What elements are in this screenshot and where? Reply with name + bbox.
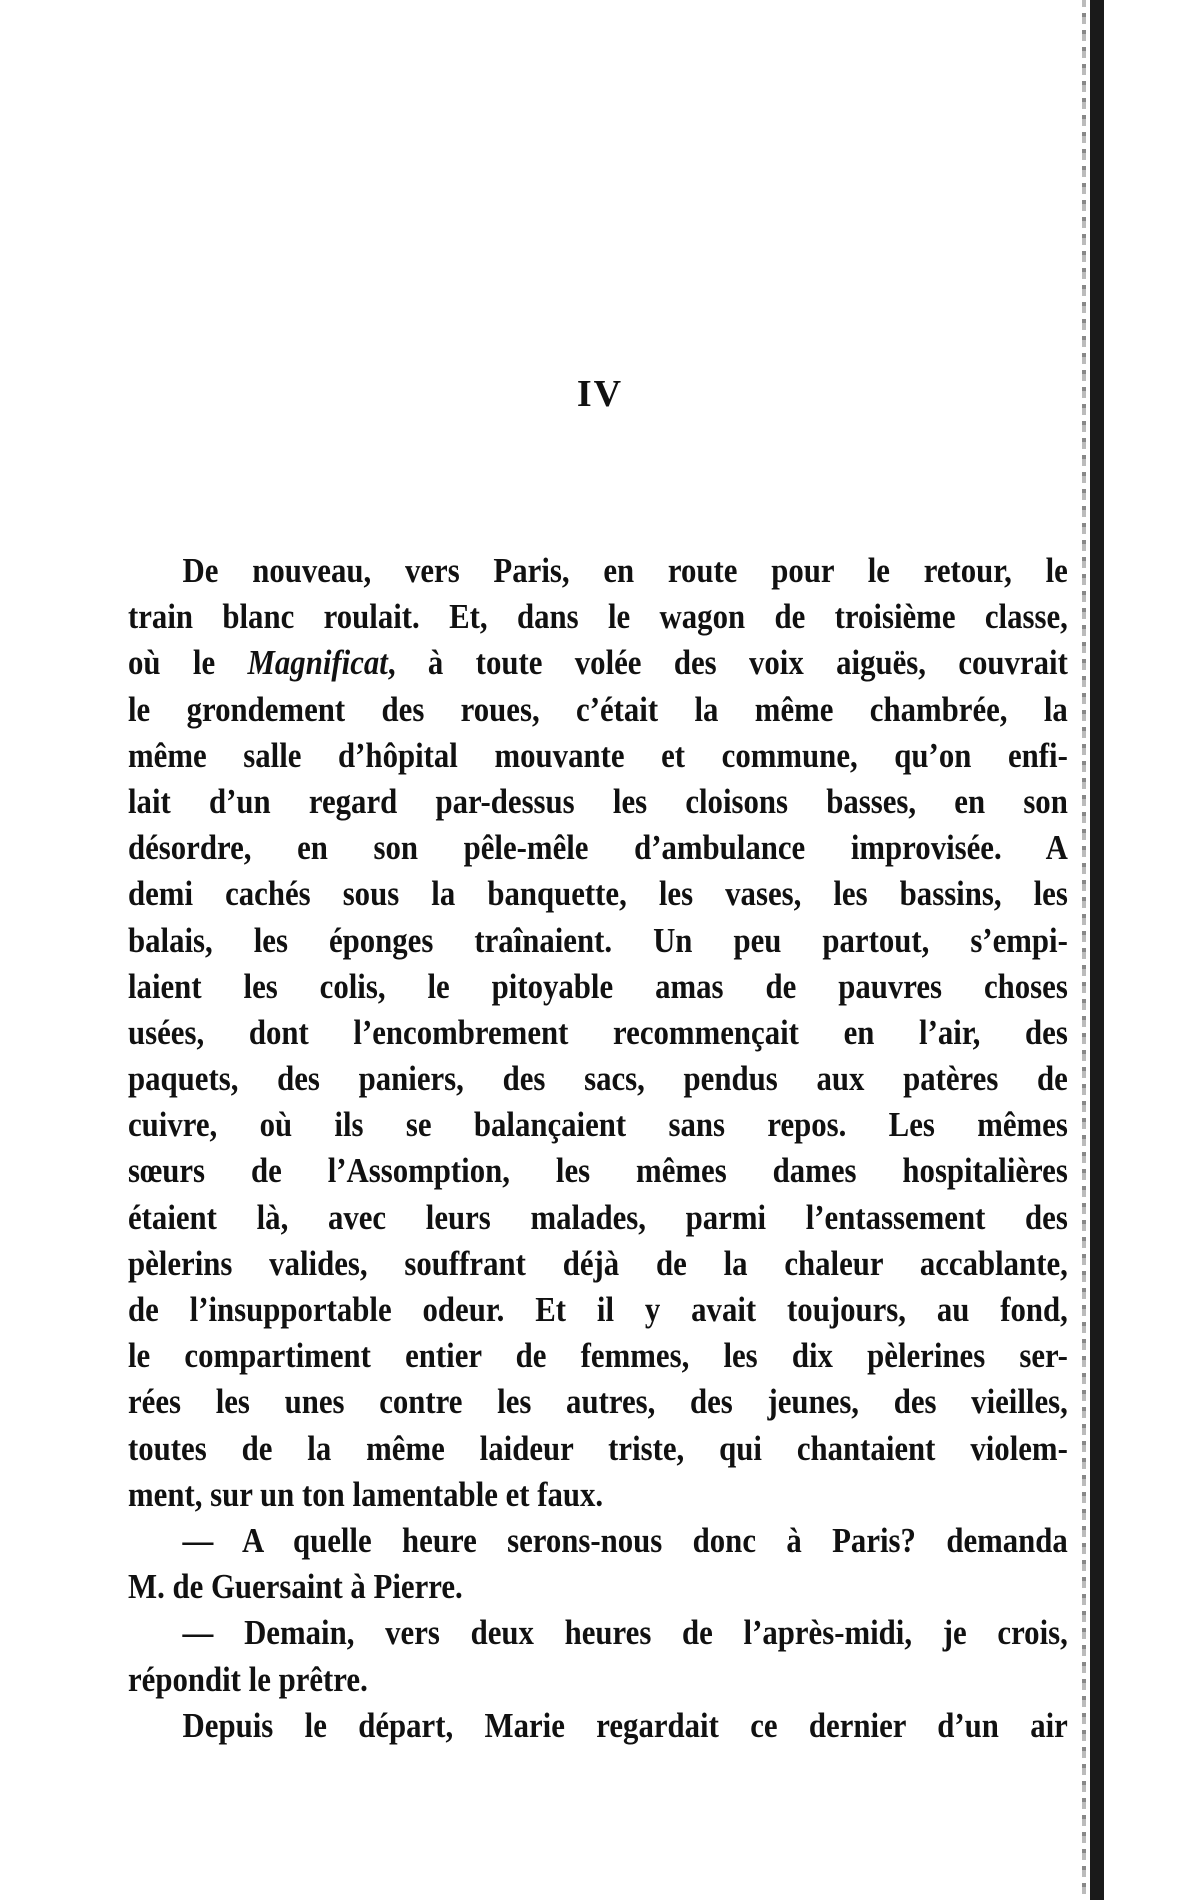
text-line: — A quelle heure serons-nous donc à Paris? demanda: [182, 1520, 1068, 1560]
text-line: le compartiment entier de femmes, les dix pèlerines ser-: [128, 1336, 1068, 1376]
text-line: où le Magnificat, à toute volée des voix aiguës, couvrait: [128, 643, 1068, 683]
chapter-heading: IV: [576, 373, 624, 415]
text-line: même salle d’hôpital mouvante et commune, qu’on enfi-: [128, 735, 1068, 775]
text-line: ment, sur un ton lamentable et faux.: [128, 1474, 604, 1514]
text-line: De nouveau, vers Paris, en route pour le retour, le: [182, 551, 1068, 590]
text-line: désordre, en son pêle-mêle d’ambulance improvisée. A: [128, 828, 1068, 868]
text-line: rées les unes contre les autres, des jeunes, des vieilles,: [128, 1382, 1068, 1422]
text-line: le grondement des roues, c’était la même chambrée, la: [128, 689, 1068, 729]
text-line: cuivre, où ils se balançaient sans repos. Les mêmes: [128, 1105, 1068, 1145]
text-line: demi cachés sous la banquette, les vases, les bassins, les: [128, 874, 1068, 914]
text-line: train blanc roulait. Et, dans le wagon de troisième classe,: [128, 597, 1068, 637]
text-line: pèlerins valides, souffrant déjà de la chaleur accablante,: [128, 1243, 1068, 1283]
text-line: balais, les éponges traînaient. Un peu partout, s’empi-: [128, 920, 1068, 960]
text-line: Depuis le départ, Marie regardait ce dernier d’un air: [182, 1705, 1068, 1745]
text-line: toutes de la même laideur triste, qui chantaient violem-: [128, 1428, 1068, 1468]
body-text: [128, 548, 1068, 1749]
text-line: paquets, des paniers, des sacs, pendus aux patères de: [128, 1059, 1068, 1099]
text-line: usées, dont l’encombrement recommençait en l’air, des: [128, 1012, 1068, 1052]
page-binding-edge: [1090, 0, 1104, 1900]
text-line: M. de Guersaint à Pierre.: [128, 1567, 463, 1607]
text-line: sœurs de l’Assomption, les mêmes dames hospitalières: [128, 1151, 1068, 1191]
text-line: laient les colis, le pitoyable amas de pauvres choses: [128, 966, 1068, 1006]
italic-title: Magnificat: [247, 643, 388, 683]
page-edge-shadow: [1082, 0, 1086, 1900]
text-line: étaient là, avec leurs malades, parmi l’entassement des: [128, 1197, 1068, 1237]
text-line: lait d’un regard par-dessus les cloisons basses, en son: [128, 781, 1068, 821]
text-line: — Demain, vers deux heures de l’après-midi, je crois,: [182, 1613, 1068, 1653]
text-line: répondit le prêtre.: [128, 1659, 368, 1699]
text-line: de l’insupportable odeur. Et il y avait toujours, au fond,: [128, 1290, 1068, 1329]
